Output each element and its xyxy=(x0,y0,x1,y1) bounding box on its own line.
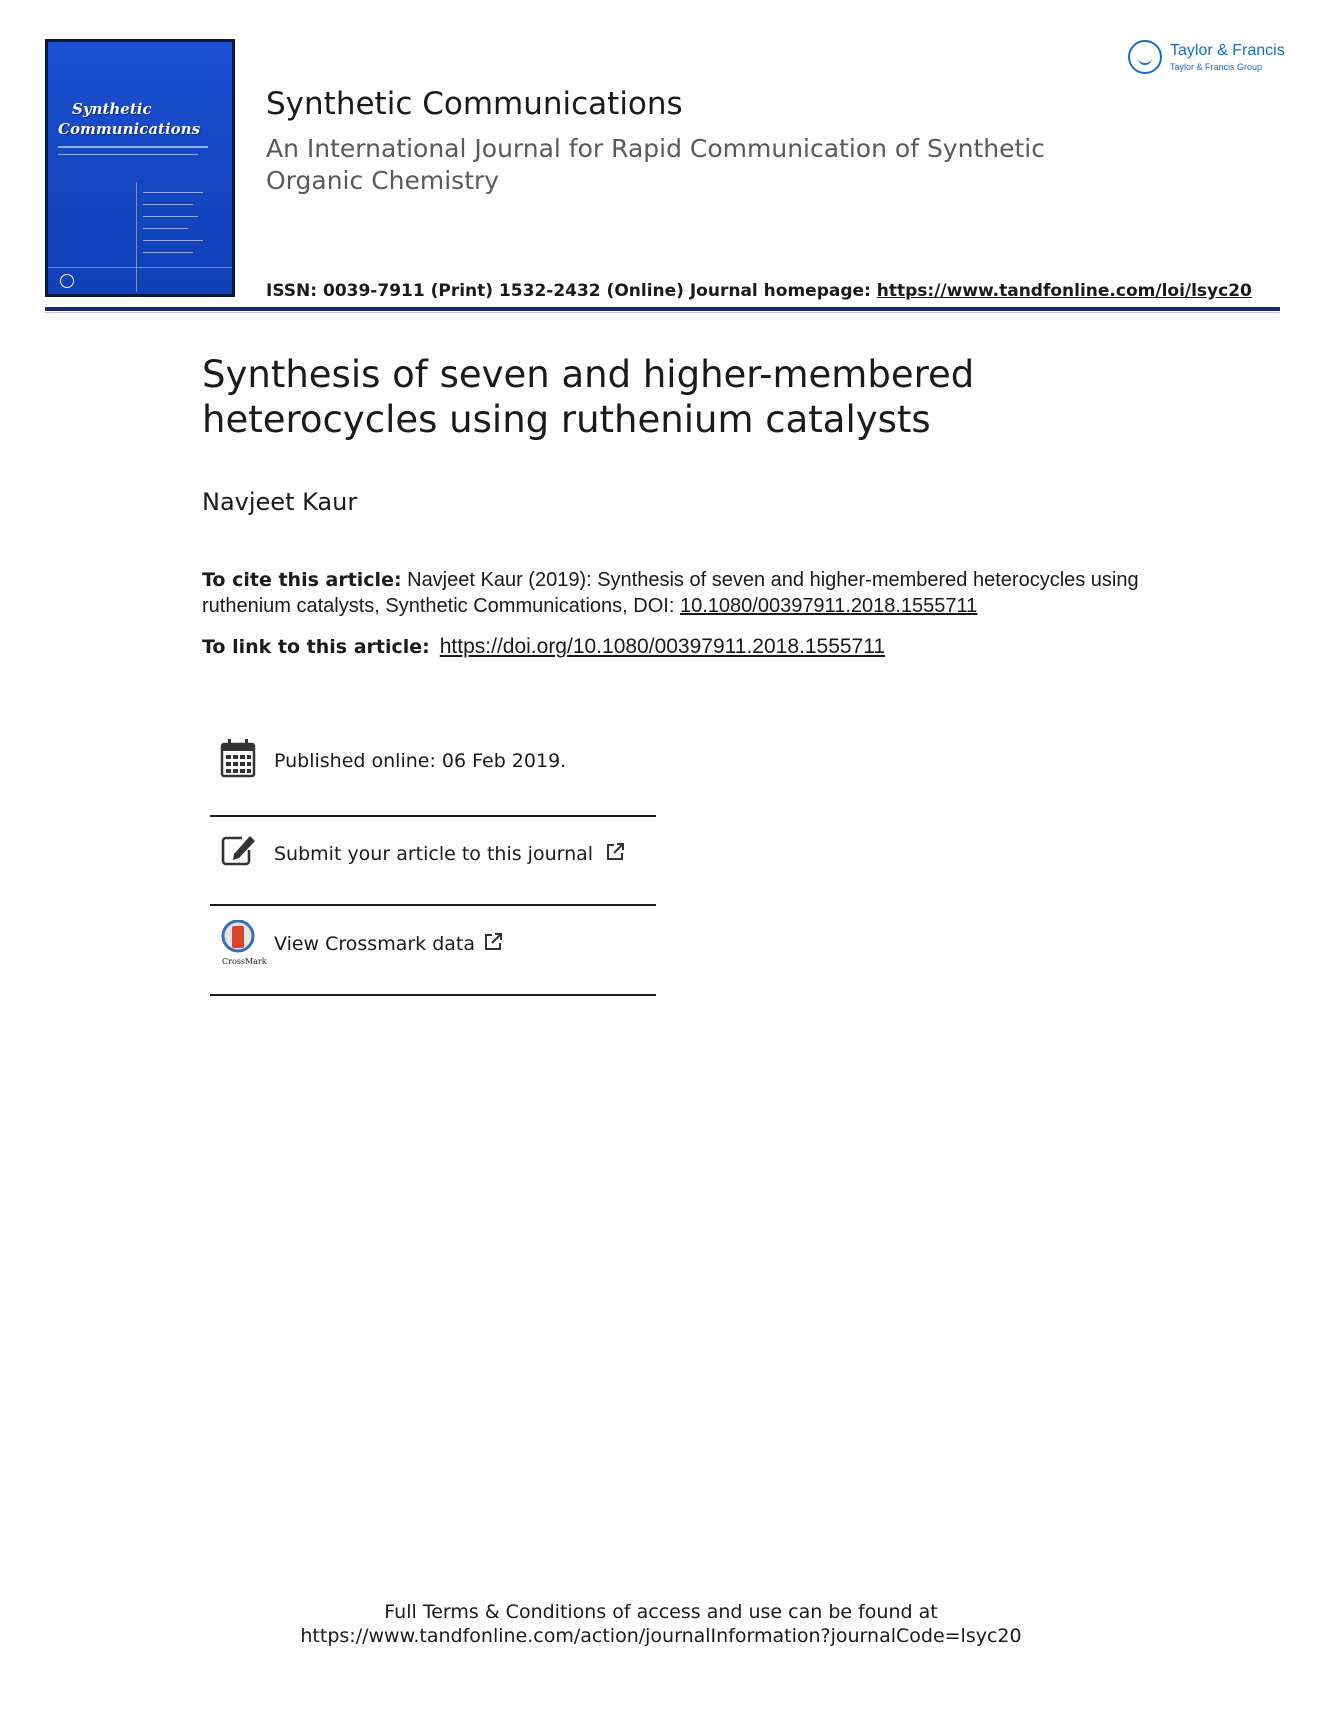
crossmark-label: View Crossmark data xyxy=(274,933,476,955)
submit-article-link[interactable] xyxy=(274,842,625,865)
journal-homepage-link[interactable]: https://www.tandfonline.com/loi/lsyc20 xyxy=(876,281,1252,301)
cover-title-line1: Synthetic xyxy=(72,100,152,118)
cover-decoration xyxy=(143,216,198,217)
article-link-line xyxy=(202,634,885,659)
cover-decoration xyxy=(143,240,203,241)
cover-decoration xyxy=(58,146,208,148)
external-link-icon xyxy=(483,932,503,952)
issn-line xyxy=(266,281,1252,301)
cover-publisher-icon xyxy=(60,274,74,288)
cover-footer-band xyxy=(48,267,232,294)
issn-text: ISSN: 0039-7911 (Print) 1532-2432 (Online) Journal homepage: xyxy=(266,281,877,301)
terms-text: Full Terms & Conditions of access and use can be found at xyxy=(384,1601,938,1623)
header-divider xyxy=(45,307,1280,311)
cite-doi-link[interactable]: 10.1080/00397911.2018.1555711 xyxy=(679,595,978,617)
crossmark-caption: CrossMark xyxy=(222,957,267,966)
external-link-icon xyxy=(605,842,625,862)
published-online-text: Published online: 06 Feb 2019. xyxy=(274,750,567,772)
row-divider xyxy=(210,815,656,817)
crossmark-link[interactable] xyxy=(274,932,503,955)
lamp-icon xyxy=(1128,40,1162,74)
crossmark-row[interactable] xyxy=(210,920,656,1010)
crossmark-icon xyxy=(218,920,258,960)
publisher-name: Taylor & Francis xyxy=(1170,42,1285,59)
citation-block xyxy=(202,567,1162,619)
journal-title: Synthetic Communications xyxy=(266,86,683,122)
article-doi-link[interactable]: https://doi.org/10.1080/00397911.2018.1555711 xyxy=(439,635,886,658)
journal-subtitle: An International Journal for Rapid Communication of Synthetic Organic Chemistry xyxy=(266,134,1045,195)
journal-cover-image xyxy=(45,39,235,297)
cover-decoration xyxy=(58,154,198,155)
submit-article-row[interactable] xyxy=(210,830,656,920)
terms-footer xyxy=(0,1600,1322,1648)
calendar-icon xyxy=(220,738,256,778)
edit-icon xyxy=(220,830,256,870)
link-label: To link to this article: xyxy=(202,636,430,658)
cite-text: Navjeet Kaur (2019): Synthesis of seven and higher-membered heterocycles using ruthenium catalysts, Synthetic Communications, DOI: xyxy=(202,569,1139,617)
row-divider xyxy=(210,994,656,996)
cover-title-line2: Communications xyxy=(58,120,201,138)
cover-decoration xyxy=(143,252,193,253)
terms-url-link[interactable]: https://www.tandfonline.com/action/journalInformation?journalCode=lsyc20 xyxy=(300,1625,1022,1647)
publisher-group: Taylor & Francis Group xyxy=(1170,62,1263,72)
cover-decoration xyxy=(143,228,188,229)
cover-decoration xyxy=(143,204,193,205)
article-author: Navjeet Kaur xyxy=(202,488,358,516)
row-divider xyxy=(210,904,656,906)
cite-label: To cite this article: xyxy=(202,569,402,591)
cover-decoration xyxy=(143,192,203,193)
article-title: Synthesis of seven and higher-membered heterocycles using ruthenium catalysts xyxy=(202,353,975,441)
publisher-logo[interactable] xyxy=(1128,40,1288,80)
submit-article-label: Submit your article to this journal xyxy=(274,843,594,865)
header-divider-thin xyxy=(45,312,1280,313)
